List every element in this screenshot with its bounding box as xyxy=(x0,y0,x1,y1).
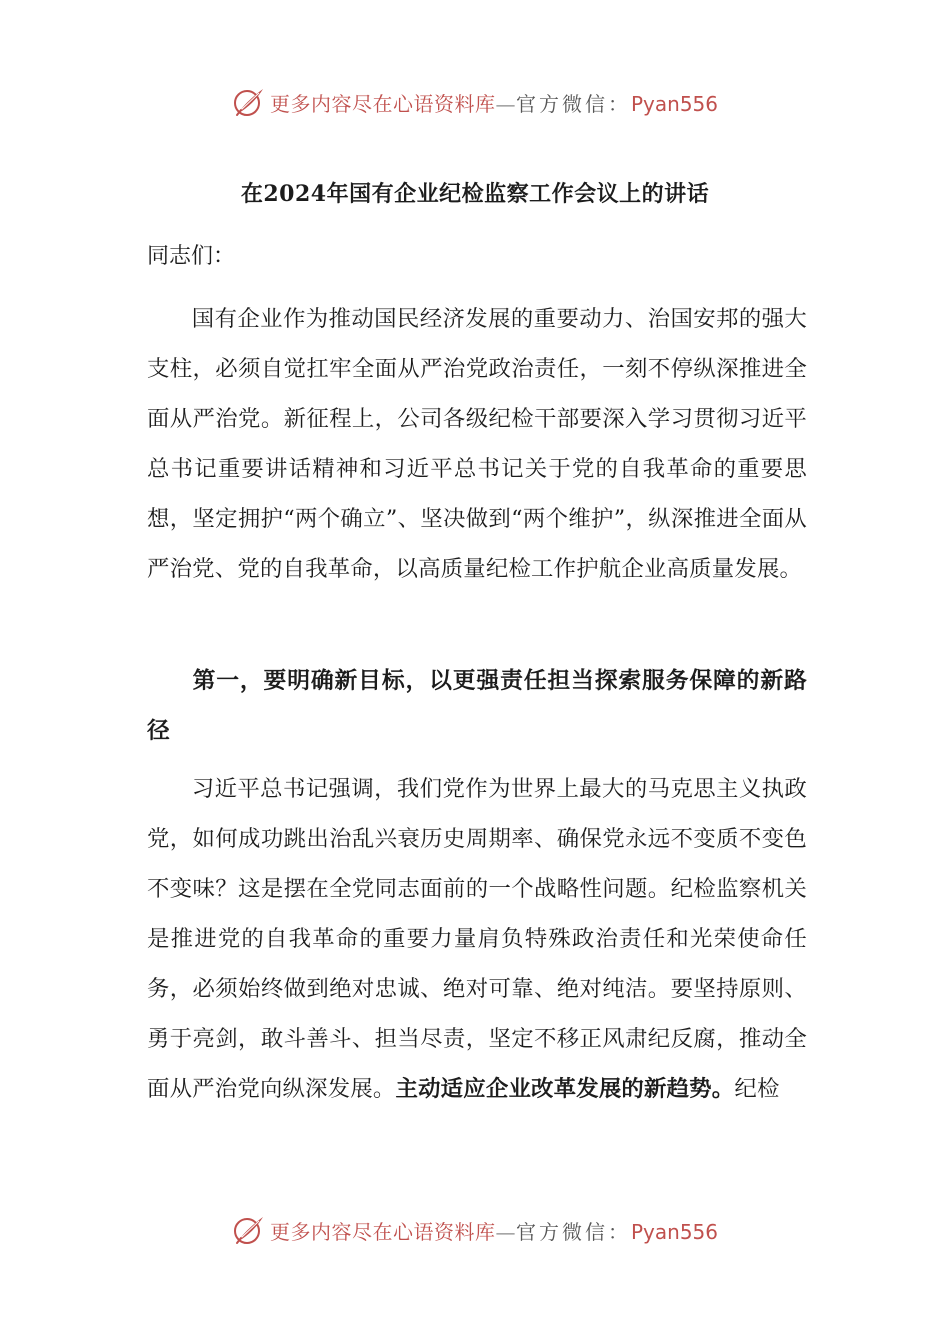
banner-main-text: 更多内容尽在心语资料库 xyxy=(269,1219,496,1244)
banner-text xyxy=(270,88,718,117)
banner-wechat-id: Pyan556 xyxy=(630,91,718,116)
banner-wechat-label: 官方微信： xyxy=(515,91,631,116)
header-banner xyxy=(0,82,950,122)
banner-text xyxy=(270,1216,718,1245)
greeting: 同志们： xyxy=(147,244,236,269)
quill-pen-logo-icon xyxy=(232,85,266,119)
footer-banner xyxy=(0,1210,950,1250)
document-title: 在2024年国有企业纪检监察工作会议上的讲话 xyxy=(240,181,710,207)
paragraph-2 xyxy=(147,764,807,1114)
banner-wechat-label: 官方微信： xyxy=(515,1219,631,1244)
banner-separator: — xyxy=(495,1219,516,1244)
paragraph-2-bold-phrase: 主动适应企业改革发展的新趋势。 xyxy=(395,1076,735,1102)
paragraph-2-tail: 纪检 xyxy=(734,1076,780,1102)
paragraph-1: 国有企业作为推动国民经济发展的重要动力、治国安邦的强大支柱，必须自觉扛牢全面从严治党政治责任，一刻不停纵深推进全面从严治党。新征程上，公司各级纪检干部要深入学习贯彻习近平总书记重要讲话精神和习近平总书记关于党的自我革命的重要思想，坚定拥护“两个确立”、坚决做到“两个维护”，纵深推进全面从严治党、党的自我革命，以高质量纪检工作护航企业高质量发展。 xyxy=(147,306,807,582)
quill-pen-logo-icon xyxy=(232,1213,266,1247)
banner-wechat-id: Pyan556 xyxy=(630,1219,718,1244)
section-heading-1: 第一，要明确新目标，以更强责任担当探索服务保障的新路径 xyxy=(147,668,807,744)
paragraph-2-body: 习近平总书记强调，我们党作为世界上最大的马克思主义执政党，如何成功跳出治乱兴衰历史周期率、确保党永远不变质不变色不变味？这是摆在全党同志面前的一个战略性问题。纪检监察机关是推进党的自我革命的重要力量肩负特殊政治责任和光荣使命任务，必须始终做到绝对忠诚、绝对可靠、绝对纯洁。要坚持原则、勇于亮剑，敢斗善斗、担当尽责，坚定不移正风肃纪反腐，推动全面从严治党向纵深发展。 xyxy=(147,776,807,1102)
banner-separator: — xyxy=(495,91,516,116)
banner-main-text: 更多内容尽在心语资料库 xyxy=(269,91,496,116)
